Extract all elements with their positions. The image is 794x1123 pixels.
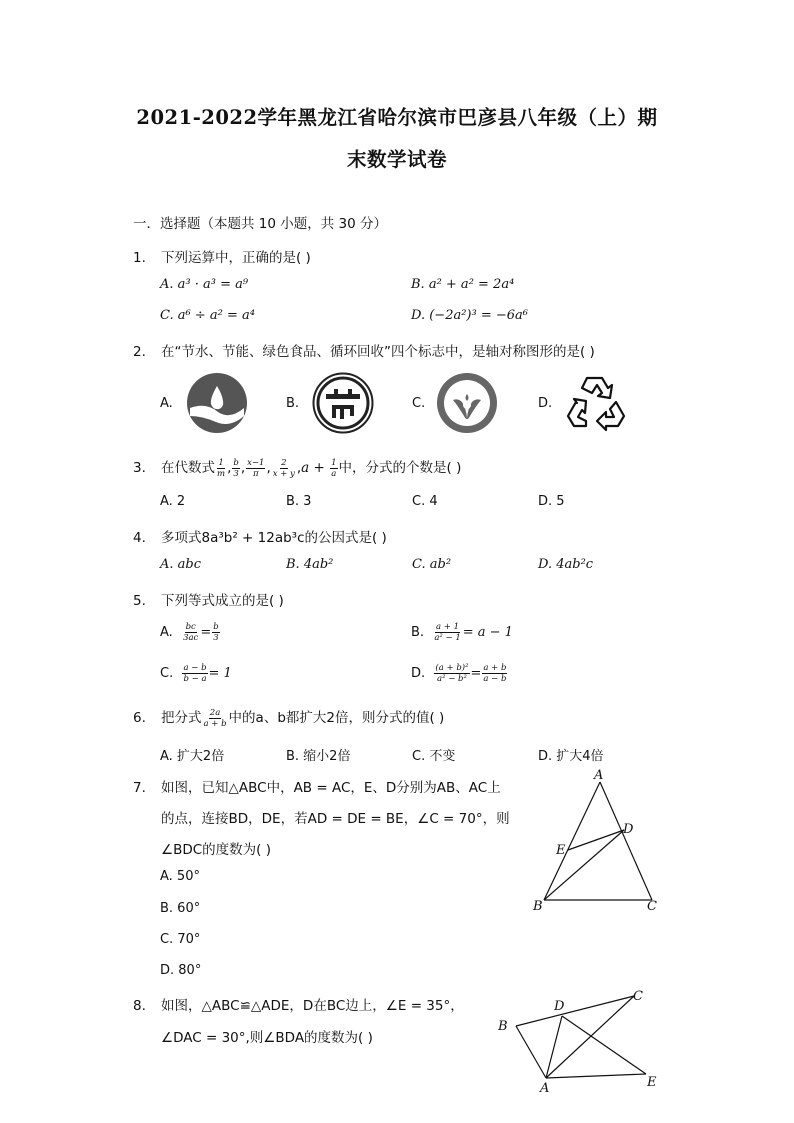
q8-triangle-diagram [494,984,664,1096]
q7-option-a: A. 50° [160,869,200,884]
option-label: D. [411,666,426,681]
fraction: $\frac{a + b}{a - b}$ [483,663,507,684]
fraction-x-minus-1-over-pi: $\frac{x-1}{\pi}$ [247,457,265,479]
expression-rest: = 1 [208,666,232,681]
question-number: 5. [133,593,146,609]
segment-bd [544,830,624,900]
q4-option-c: C. ab² [412,557,452,572]
page-title-line2: 末数学试卷 [346,148,447,171]
question-8-line1 [133,994,464,1014]
question-number: 8. [133,998,146,1014]
fraction-1-over-a: $\frac{1}{a}$ [331,457,337,479]
label-b: B [498,1019,508,1034]
q6-option-a: A. 扩大2倍 [160,749,225,764]
label-c: C [647,899,657,914]
question-number: 2. [133,344,146,360]
equals-sign: = [200,625,212,640]
fraction-2-over-x-plus-y: $\frac{2}{x + y}$ [272,457,295,479]
q5-option-a [160,622,221,643]
question-number: 3. [133,460,146,476]
q3-option-b: B. 3 [286,494,312,509]
option-label: C. [160,666,174,681]
q2-option-d: D. [538,396,553,411]
question-text-suffix: 中，分式的个数是( ) [338,460,462,476]
question-5 [133,589,284,609]
label-a: A [594,768,604,783]
question-3: 3. 在代数式 $\frac{1}{m}$ , $\frac{b}{3}$ , $\frac{x-1}{\pi}$ , $\frac{2}{x + y}$ ,a + $\frac{1}{a}$ 中，分式的个数是( ) [133,457,462,479]
q5-option-c [160,663,232,684]
q7-option-d: D. 80° [160,963,202,978]
equals-sign: = [470,666,482,681]
fraction: $\frac{a + 1}{\text{a² − 1}}$ [434,622,461,643]
recycling-logo-icon [564,372,628,434]
q3-option-c: C. 4 [412,494,438,509]
segment-bc [516,996,634,1026]
question-number: 1. [133,250,146,266]
q2-option-a: A. [160,396,173,411]
label-d: D [554,999,565,1014]
label-e: E [647,1075,657,1090]
fraction: $\frac{bc}{3ac}$ [183,622,199,643]
label-a: A [540,1081,550,1096]
question-text-prefix: 在代数式 [161,460,215,476]
label-c: C [633,989,643,1004]
q7-option-c: C. 70° [160,932,201,947]
q5-option-b [411,622,513,643]
segment-ae [546,1074,646,1078]
q5-option-d [411,663,508,684]
fraction: $\frac{a - b}{b - a}$ [183,663,207,684]
segment-ac [600,782,652,900]
question-text-prefix: 把分式 [161,710,202,726]
question-7-line3: ∠BDC的度数为( ) [161,842,272,858]
question-number: 4. [133,530,146,546]
section-heading: 一．选择题（本题共 10 小题，共 30 分） [133,216,388,232]
question-number: 6. [133,710,146,726]
energy-saving-logo-icon [312,372,374,434]
question-6 [133,706,444,729]
option-label: B. [411,625,425,640]
q1-option-d: D. (−2a²)³ = −6a⁶ [411,308,528,323]
label-e: E [556,843,566,858]
option-label: A. [160,625,173,640]
label-d: D [623,822,634,837]
question-1 [133,246,311,266]
question-text: 多项式8a³b² + 12ab³c的公因式是( ) [161,530,387,546]
label-b: B [533,899,543,914]
page-title-line1: 2021-2022学年黑龙江省哈尔滨市巴彦县八年级（上）期 [136,106,658,129]
question-text: 下列等式成立的是( ) [161,593,284,609]
q3-option-d: D. 5 [538,494,565,509]
q4-option-d: D. 4ab²c [538,557,594,572]
question-text: 在“节水、节能、绿色食品、循环回收”四个标志中，是轴对称图形的是( ) [161,344,595,360]
expression-a-plus: a + [301,460,330,476]
fraction-1-over-m: $\frac{1}{m}$ [217,457,226,479]
q2-option-b: B. [286,396,300,411]
q1-option-b: B. a² + a² = 2a⁴ [411,277,515,292]
question-text: 下列运算中，正确的是( ) [161,250,311,266]
q3-option-a: A. 2 [160,494,186,509]
green-food-logo-icon [436,372,498,434]
segment-ba [516,1026,546,1078]
question-7-line2: 的点，连接BD，DE，若AD = DE = BE，∠C = 70°，则 [161,811,510,827]
q6-option-d: D. 扩大4倍 [538,749,604,764]
expression-rest: = a − 1 [462,625,513,640]
water-saving-logo-icon [186,372,248,434]
question-8-line2: ∠DAC = 30°,则∠BDA的度数为( ) [161,1030,373,1046]
q6-option-c: C. 不变 [412,749,456,764]
q1-option-c: C. a⁶ ÷ a² = a⁴ [160,308,255,323]
q6-option-b: B. 缩小2倍 [286,749,351,764]
question-4 [133,526,387,546]
question-number: 7. [133,780,146,796]
question-2 [133,340,595,360]
q4-option-b: B. 4ab² [286,557,334,572]
question-text: 如图，△ABC≌△ADE，D在BC边上，∠E = 35°， [161,998,464,1014]
fraction: $\frac{\text{(a + b)²}}{\text{a² − b²}}$ [435,663,469,684]
segment-ad [546,1016,562,1078]
fraction-2a-over-a-plus-b: $\frac{2a}{a + b}$ [203,707,227,729]
q2-option-c: C. [412,396,426,411]
question-text-suffix: 中的a、b都扩大2倍，则分式的值( ) [228,710,445,726]
fraction-b-over-3: $\frac{b}{3}$ [233,457,239,479]
q7-option-b: B. 60° [160,901,201,916]
question-text: 如图，已知△ABC中，AB = AC，E、D分别为AB、AC上 [161,780,501,796]
q1-option-a: A. a³ · a³ = a⁹ [160,277,249,292]
fraction: $\frac{b}{3}$ [213,622,219,643]
q7-triangle-diagram [528,766,668,916]
q4-option-a: A. abc [160,557,202,572]
question-7-line1 [133,776,501,796]
